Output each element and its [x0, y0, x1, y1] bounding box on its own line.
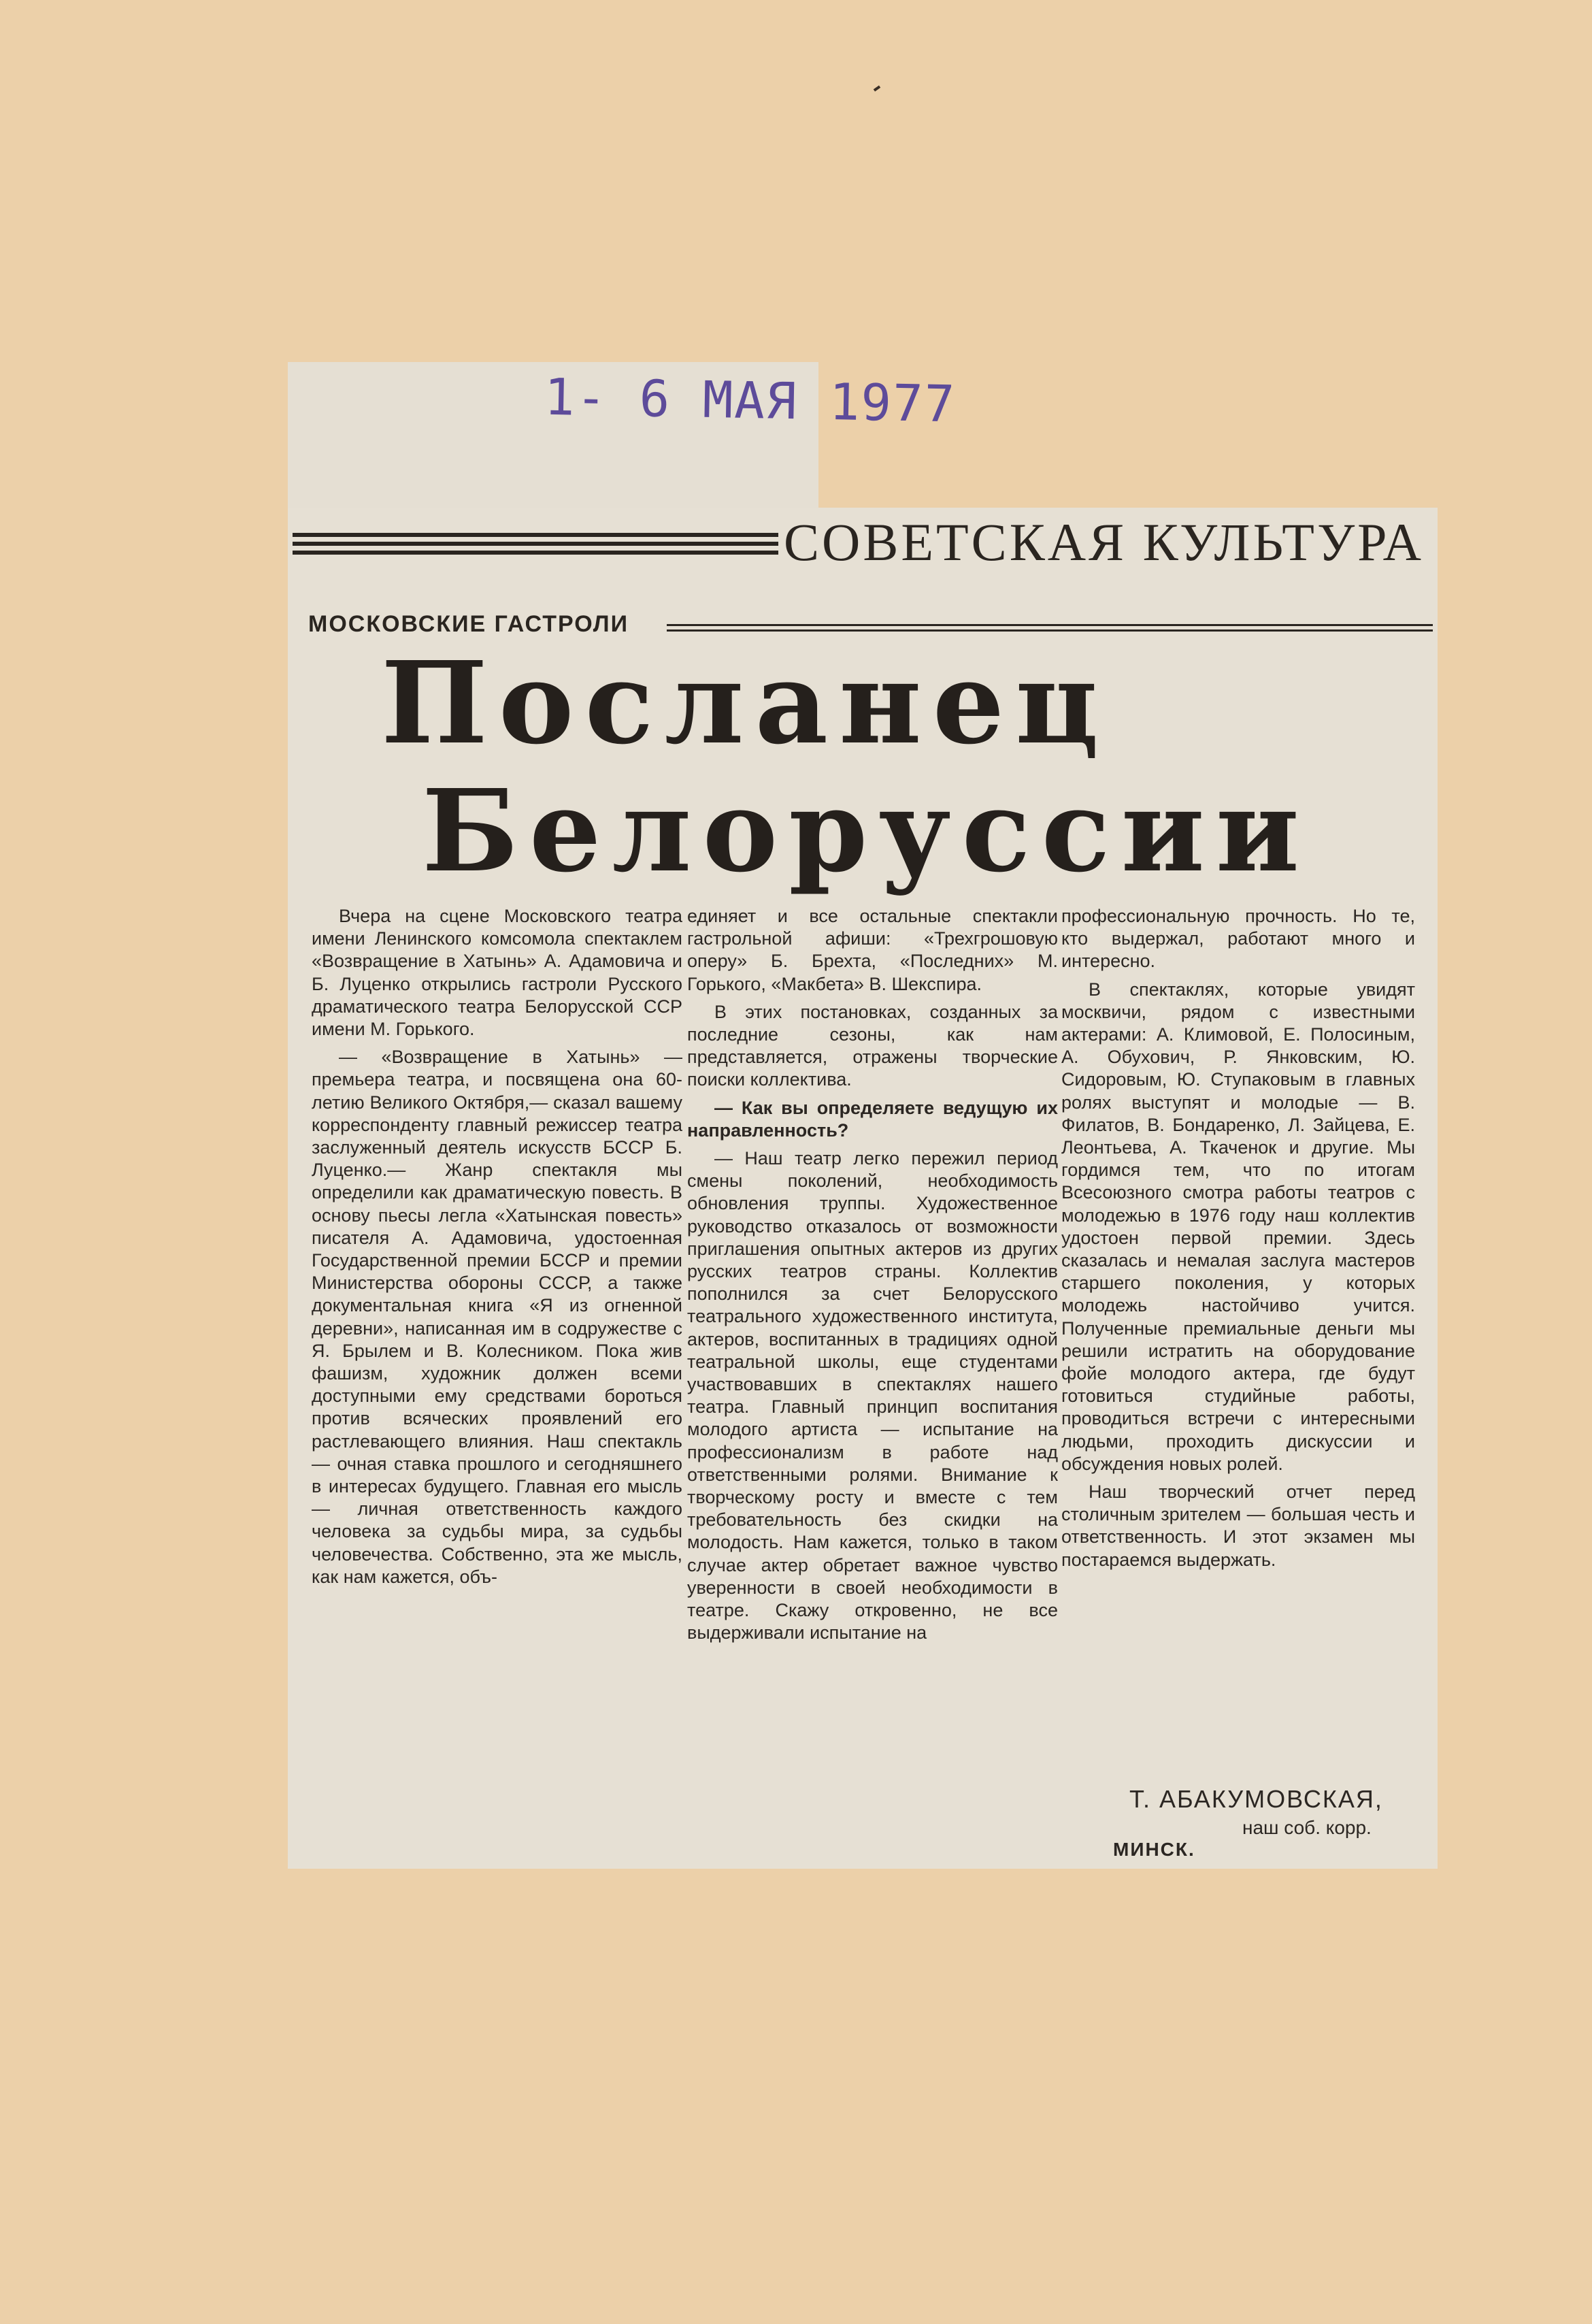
article-headline: [381, 637, 1402, 898]
article-column-2: [687, 905, 1058, 1650]
article-column-1: [312, 905, 682, 1594]
paragraph: В спектаклях, которые увидят москвичи, рядом с известными актерами: А. Климовой, Е. Полосиным, А. Обухович, Р. Янковским, Ю. Сидоровым, Ю. Ступаковым в главных ролях выступят и молодые — В. Филатов, В. Бондаренко, Л. Зайцева, Е. Леонтьева, А. Ткаченок и другие. Мы гордимся тем, что по итогам Всесоюзного смотра работы театров с молодежью в 1976 году наш коллектив удостоен первой премии. Здесь сказалась и немалая заслуга мастеров старшего поколения, у которых молодежь настойчиво учится. Полученные премиальные деньги мы решили истратить на оборудование фойе молодого актера, где будут готовиться студийные работы, проводиться встречи с интересными людьми, проходить дискуссии и обсуждения новых ролей.: [1061, 979, 1415, 1474]
ink-speck: [874, 85, 880, 91]
paragraph: единяет и все остальные спектакли гастрольной афиши: «Трехгрошовую оперу» Б. Брехта, «Последних» М. Горького, «Макбета» В. Шекспира.: [687, 906, 1058, 994]
paragraph: Наш творческий отчет перед столичным зрителем — большая честь и ответственность. И этот экзамен мы постараемся выдержать.: [1061, 1482, 1415, 1570]
headline-line-2: Белоруссии: [422, 765, 1310, 898]
date-stamp: 1- 6 МАЯ 1977: [544, 367, 957, 434]
interview-question: — Как вы определяете ведущую их направленность?: [687, 1097, 1058, 1141]
dateline-city: МИНСК.: [1113, 1839, 1195, 1860]
paragraph: профессиональную прочность. Но те, кто выдержал, работают много и интересно.: [1061, 906, 1415, 972]
headline-line-1: Посланец: [381, 637, 1110, 770]
section-rubric: МОСКОВСКИЕ ГАСТРОЛИ: [308, 611, 629, 637]
masthead-rules: [293, 533, 778, 559]
rubric-rules: [667, 624, 1433, 635]
author-name: Т. АБАКУМОВСКАЯ,: [1129, 1785, 1383, 1813]
paragraph: — «Возвращение в Хатынь» — премьера театра, и посвящена она 60-летию Великого Октября,— сказал вашему корреспонденту главный режиссер театра заслуженный деятель искусств БССР Б. Луценко.— Жанр спектакля мы определили как драматическую повесть. В основу пьесы легла «Хатынская повесть» писателя А. Адамовича, удостоенная Государственной премии БССР и премии Министерства обороны СССР, а также документальная книга «Я из огненной деревни», написанная им в содружестве с Я. Брылем и В. Колесником. Пока жив фашизм, художник должен всеми доступными ему средствами бороться против всяческих проявлений его растлевающего влияния. Наш спектакль — очная ставка прошлого и сегодняшнего в интересах будущего. Главная его мысль — личная ответственность каждого человека за судьбы мира, за судьбы человечества. Собственно, эта же мысль, как нам кажется, объ-: [312, 1047, 682, 1587]
author-role: наш соб. корр.: [1242, 1817, 1372, 1838]
paragraph: — Наш театр легко пережил период смены поколений, необходимость обновления труппы. Художественное руководство отказалось от возможности приглашения опытных актеров из других русских театров страны. Коллектив пополнился за счет Белорусского театрального художественного института, актеров, воспитанных в традициях одной театральной школы, еще студентами участвовавших в спектаклях нашего театра. Главный принцип воспитания молодого артиста — испытание на профессионализм в работе над ответственными ролями. Внимание к творческому росту и вместе с тем требовательность без скидки на молодость. Нам кажется, только в таком случае актер обретает важное чувство уверенности в своей необходимости в театре. Скажу откровенно, не все выдерживали испытание на: [687, 1148, 1058, 1643]
article-column-3: [1061, 905, 1415, 1577]
paragraph: Вчера на сцене Московского театра имени Ленинского комсомола спектаклем «Возвращение в Хатынь» А. Адамовича и Б. Луценко открылись гастроли Русского драматического театра Белорусской ССР имени М. Горького.: [312, 906, 682, 1040]
newspaper-masthead: СОВЕТСКАЯ КУЛЬТУРА: [784, 512, 1424, 572]
paragraph: В этих постановках, созданных за последние сезоны, как нам представляется, отражены творческие поиски коллектива.: [687, 1001, 1058, 1090]
